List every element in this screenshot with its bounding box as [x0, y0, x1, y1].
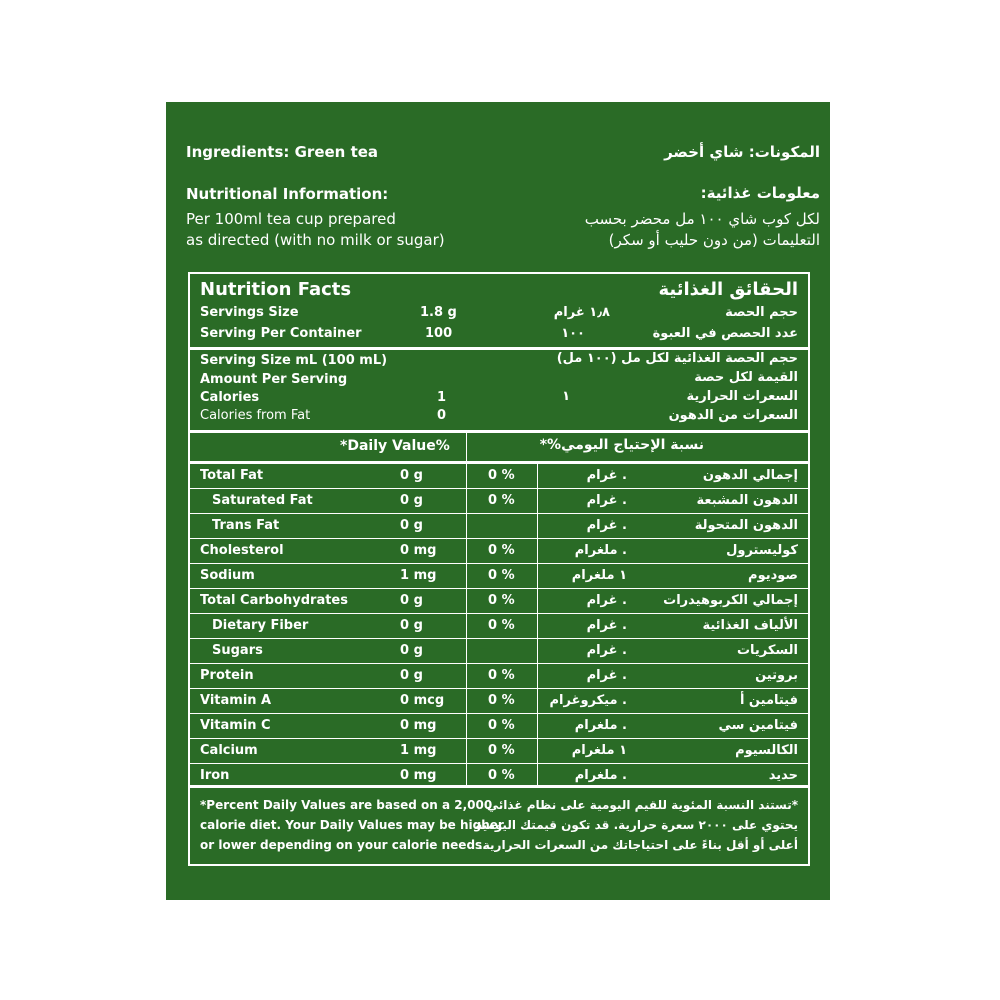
nutrition-info-line1-en: Per 100ml tea cup prepared — [186, 210, 396, 228]
nutrient-label: Cholesterol — [200, 543, 284, 558]
nutrient-label: Total Carbohydrates — [200, 593, 348, 608]
row-divider — [190, 638, 808, 639]
per-container-label-ar: عدد الحصص في العبوة — [652, 326, 798, 341]
row-divider — [190, 688, 808, 689]
ingredients-ar: المكونات: شاي أخضر — [664, 143, 820, 161]
row-divider — [190, 613, 808, 614]
serving-ml-label: Serving Size mL (100 mL) — [200, 353, 388, 368]
nutrient-amount-ar: . ملغرام — [574, 543, 627, 558]
col-divider-1 — [466, 463, 467, 785]
nutrient-label: Sodium — [200, 568, 255, 583]
nutrient-amount-ar: ١ ملغرام — [571, 743, 627, 758]
nutrient-amount-ar: . ميكروغرام — [549, 693, 627, 708]
nutrient-amount: 0 mg — [400, 768, 437, 783]
daily-value-header-ar: نسبة الإحتياج اليومي%* — [539, 437, 704, 453]
nutrient-label-ar: السكريات — [736, 643, 798, 658]
nutrient-label-ar: كوليسترول — [726, 543, 798, 558]
calories-value: 1 — [437, 390, 447, 405]
nutrient-percent: 0 % — [488, 593, 515, 608]
calories-label: Calories — [200, 390, 260, 405]
divider-thick-2 — [190, 430, 808, 433]
ingredients-en: Ingredients: Green tea — [186, 143, 379, 161]
calories-value-ar: ١ — [562, 389, 570, 404]
nutrition-info-title-en: Nutritional Information: — [186, 185, 389, 203]
nutrient-amount-ar: . ملغرام — [574, 718, 627, 733]
nutrient-label-ar: الألياف الغذائية — [702, 618, 798, 633]
nutrient-label: Trans Fat — [212, 518, 280, 533]
nutrient-amount: 1 mg — [400, 743, 437, 758]
row-divider — [190, 713, 808, 714]
per-container-value: 100 — [425, 326, 453, 341]
nutrient-percent: 0 % — [488, 743, 515, 758]
facts-title-ar: الحقائق الغذائية — [658, 279, 798, 300]
nutrient-amount-ar: . غرام — [586, 493, 627, 508]
nutrient-label: Vitamin C — [200, 718, 271, 733]
nutrient-percent: 0 % — [488, 568, 515, 583]
nutrient-label-ar: فيتامين أ — [739, 693, 798, 708]
amount-per-serving-ar: القيمة لكل حصة — [694, 370, 798, 385]
row-divider — [190, 763, 808, 764]
footnote-ar-line1: *تستند النسبة المئوية للقيم اليومية على نظام غذائي — [486, 798, 798, 812]
nutrient-percent: 0 % — [488, 468, 515, 483]
calories-label-ar: السعرات الحرارية — [686, 389, 798, 404]
nutrient-label-ar: إجمالي الكربوهيدرات — [663, 593, 798, 608]
nutrient-label-ar: فيتامين سي — [718, 718, 798, 733]
nutrient-label: Dietary Fiber — [212, 618, 309, 633]
nutrient-amount: 0 mg — [400, 543, 437, 558]
header-col-divider — [466, 433, 467, 461]
serving-size-value: 1.8 g — [420, 305, 457, 320]
row-divider — [190, 488, 808, 489]
col-divider-2 — [537, 463, 538, 785]
serving-size-value-ar: ١٫٨ غرام — [553, 305, 610, 320]
calories-fat-value: 0 — [437, 408, 447, 423]
nutrient-percent: 0 % — [488, 618, 515, 633]
footnote-en-line3: or lower depending on your calorie needs. — [200, 838, 487, 852]
nutrient-amount-ar: . غرام — [586, 643, 627, 658]
nutrient-label-ar: صوديوم — [748, 568, 798, 583]
row-divider — [190, 588, 808, 589]
nutrient-label-ar: حديد — [768, 768, 798, 783]
serving-ml-ar: حجم الحصة الغذائية لكل مل (١٠٠ مل) — [556, 351, 798, 366]
nutrient-amount: 0 g — [400, 593, 423, 608]
row-divider — [190, 663, 808, 664]
nutrient-amount: 0 g — [400, 643, 423, 658]
daily-value-header-en: *Daily Value% — [340, 438, 450, 454]
nutrition-info-line2-en: as directed (with no milk or sugar) — [186, 231, 445, 249]
row-divider — [190, 513, 808, 514]
nutrient-label: Total Fat — [200, 468, 264, 483]
nutrient-label-ar: الدهون المتحولة — [694, 518, 798, 533]
per-container-value-ar: ١٠٠ — [561, 326, 585, 341]
divider-thick-4 — [190, 785, 808, 788]
nutrient-label: Iron — [200, 768, 230, 783]
nutrient-amount-ar: . غرام — [586, 593, 627, 608]
nutrient-percent: 0 % — [488, 718, 515, 733]
divider-thick-1 — [190, 347, 808, 350]
divider-thick-3 — [190, 461, 808, 464]
footnote-en-line1: *Percent Daily Values are based on a 2,000 — [200, 798, 493, 812]
nutrient-percent: 0 % — [488, 768, 515, 783]
nutrition-info-line2-ar: التعليمات (من دون حليب أو سكر) — [608, 231, 820, 249]
nutrient-amount: 0 g — [400, 518, 423, 533]
row-divider — [190, 563, 808, 564]
nutrient-amount-ar: . غرام — [586, 618, 627, 633]
per-container-label: Serving Per Container — [200, 326, 362, 341]
calories-fat-label: Calories from Fat — [200, 408, 311, 423]
nutrient-label: Sugars — [212, 643, 263, 658]
footnote-ar-line2: يحتوي على ٢٠٠٠ سعرة حرارية. قد تكون قيمتك اليومية — [475, 818, 798, 832]
nutrient-amount-ar: . غرام — [586, 668, 627, 683]
row-divider — [190, 538, 808, 539]
nutrient-label-ar: بروتين — [755, 668, 798, 683]
nutrient-percent: 0 % — [488, 668, 515, 683]
amount-per-serving: Amount Per Serving — [200, 372, 348, 387]
footnote-en-line2: calorie diet. Your Daily Values may be higher — [200, 818, 504, 832]
nutrient-amount: 0 g — [400, 618, 423, 633]
row-divider — [190, 738, 808, 739]
nutrient-amount-ar: ١ ملغرام — [571, 568, 627, 583]
serving-size-label: Servings Size — [200, 305, 299, 320]
nutrient-percent: 0 % — [488, 493, 515, 508]
nutrient-amount: 1 mg — [400, 568, 437, 583]
nutrient-label: Vitamin A — [200, 693, 272, 708]
nutrition-info-line1-ar: لكل كوب شاي ١٠٠ مل محضر بحسب — [584, 210, 820, 228]
nutrient-percent: 0 % — [488, 693, 515, 708]
nutrient-amount: 0 mg — [400, 718, 437, 733]
nutrient-label: Protein — [200, 668, 254, 683]
nutrient-label-ar: الدهون المشبعة — [696, 493, 798, 508]
nutrient-amount: 0 g — [400, 468, 423, 483]
nutrient-label-ar: إجمالي الدهون — [702, 468, 798, 483]
nutrition-info-title-ar: معلومات غذائية: — [700, 184, 820, 202]
nutrient-amount: 0 g — [400, 493, 423, 508]
nutrient-amount-ar: . غرام — [586, 518, 627, 533]
serving-size-label-ar: حجم الحصة — [725, 305, 798, 320]
nutrient-label: Saturated Fat — [212, 493, 313, 508]
nutrient-amount-ar: . ملغرام — [574, 768, 627, 783]
facts-title-en: Nutrition Facts — [200, 279, 352, 300]
nutrient-label-ar: الكالسيوم — [735, 743, 798, 758]
calories-fat-ar: السعرات من الدهون — [668, 408, 798, 423]
nutrient-percent: 0 % — [488, 543, 515, 558]
footnote-ar-line3: أعلى أو أقل بناءً على احتياجاتك من السعرات الحرارية. — [478, 838, 798, 852]
nutrient-amount: 0 g — [400, 668, 423, 683]
nutrient-amount-ar: . غرام — [586, 468, 627, 483]
nutrient-label: Calcium — [200, 743, 258, 758]
nutrient-amount: 0 mcg — [400, 693, 445, 708]
